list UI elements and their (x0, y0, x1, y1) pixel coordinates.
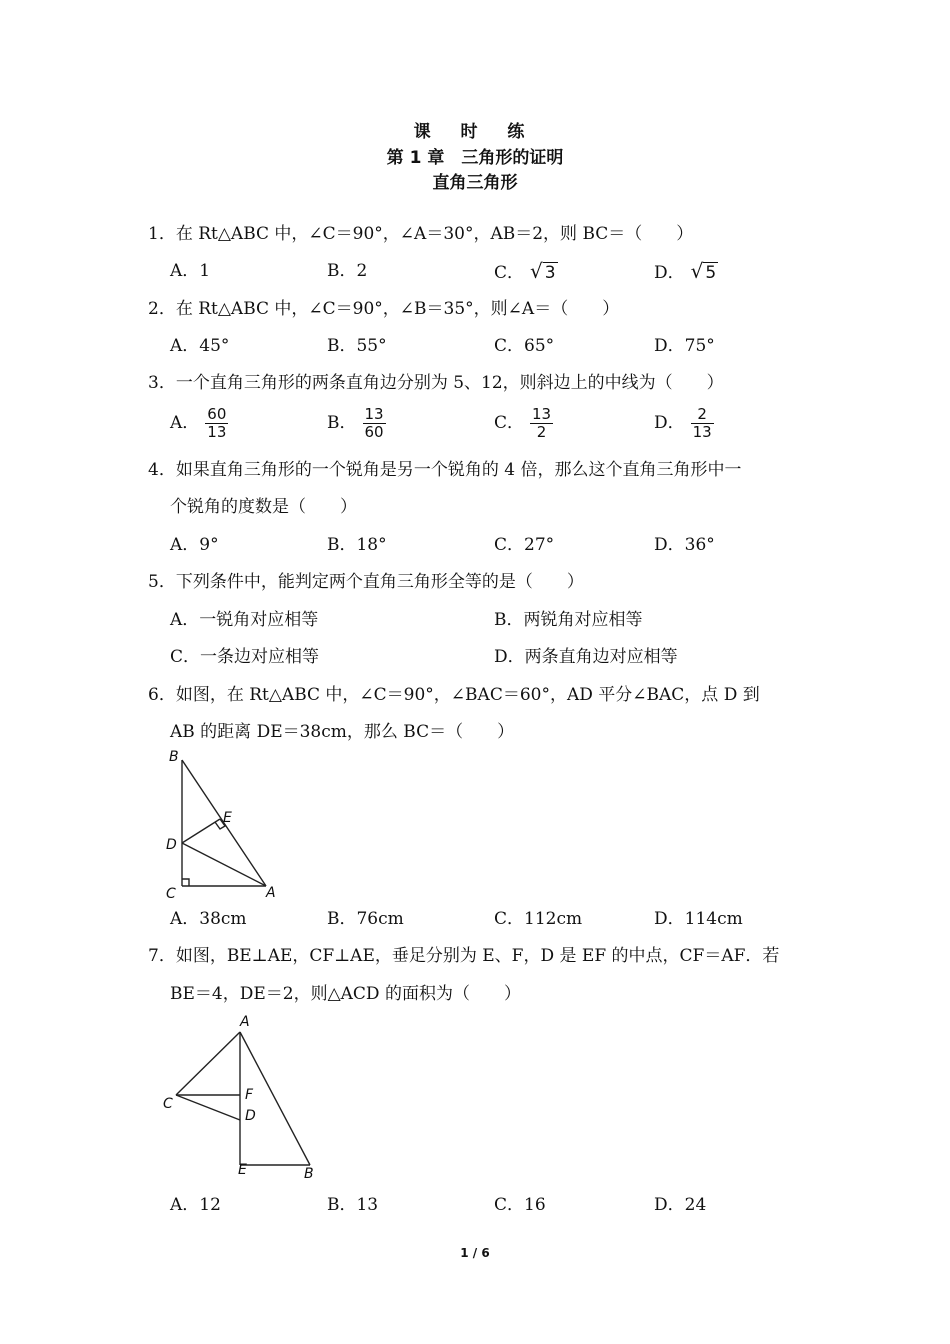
numerator: 13 (364, 405, 384, 423)
q4-option-d: D．36° (654, 535, 715, 555)
sqrt-5-value: 5 (705, 263, 717, 283)
question-3-stem: 3．一个直角三角形的两条直角边分别为 5、12，则斜边上的中线为（ ） (148, 373, 724, 393)
sqrt-5: √ 5 (690, 259, 717, 283)
q5-option-d: D．两条直角边对应相等 (494, 647, 678, 667)
label-d: D (245, 1108, 256, 1124)
label-c: C (166, 886, 176, 900)
denominator: 13 (692, 423, 712, 441)
q3-option-c (494, 406, 553, 441)
q7-option-a: A．12 (170, 1195, 221, 1215)
label-e: E (223, 810, 232, 826)
question-6-stem-cont: AB 的距离 DE＝38cm，那么 BC＝（ ） (170, 722, 515, 742)
q4-option-a: A．9° (170, 535, 219, 555)
q5-option-a: A．一锐角对应相等 (170, 610, 319, 630)
fraction (530, 406, 553, 441)
fraction (205, 406, 228, 441)
q2-option-a: A．45° (170, 336, 230, 356)
question-1-stem: 1．在 Rt△ABC 中，∠C＝90°，∠A＝30°，AB＝2，则 BC＝（ ） (148, 224, 694, 244)
q6-option-d: D．114cm (654, 909, 743, 929)
q7-option-b: B．13 (327, 1195, 379, 1215)
label-a: A (266, 885, 276, 900)
q1-option-d (654, 259, 718, 285)
sqrt-3: √ 3 (530, 259, 556, 283)
q5-option-b: B．两锐角对应相等 (494, 610, 643, 630)
denominator: 13 (207, 423, 227, 441)
q1-option-b: B．2 (327, 261, 368, 281)
q2-option-d: D．75° (654, 336, 715, 356)
q6-figure (160, 745, 290, 900)
segment-da (182, 843, 266, 886)
q6-option-c: C．112cm (494, 909, 583, 929)
label-f: F (245, 1087, 254, 1103)
label-b: B (169, 749, 179, 765)
chapter-title: 第 1 章 三角形的证明 (386, 148, 564, 168)
label-a: A (240, 1014, 250, 1030)
label-d: D (166, 837, 177, 853)
q3-option-d (654, 406, 714, 441)
q2-option-c: C．65° (494, 336, 555, 356)
q7-figure (160, 1010, 325, 1182)
question-2-stem: 2．在 Rt△ABC 中，∠C＝90°，∠B＝35°，则∠A＝（ ） (148, 299, 620, 319)
q3-option-b-label: B． (327, 413, 357, 433)
numerator: 60 (207, 405, 227, 423)
sqrt-3-value: 3 (544, 263, 556, 283)
q1-option-c-label: C． (494, 263, 525, 283)
question-7-stem-cont: BE＝4，DE＝2，则△ACD 的面积为（ ） (170, 984, 521, 1004)
q3-option-c-label: C． (494, 413, 525, 433)
denominator: 60 (364, 423, 384, 441)
question-7-stem: 7．如图，BE⊥AE，CF⊥AE，垂足分别为 E、F，D 是 EF 的中点，CF＝AF．若 (148, 946, 780, 966)
q3-option-a-label: A． (170, 413, 200, 433)
q3-option-b (327, 406, 386, 441)
fraction (363, 406, 386, 441)
segment-cd (176, 1095, 240, 1120)
q4-option-c: C．27° (494, 535, 555, 555)
q3-option-a (170, 406, 228, 441)
question-6-stem: 6．如图，在 Rt△ABC 中，∠C＝90°，∠BAC＝60°，AD 平分∠BAC，点 D 到 (148, 685, 760, 705)
numerator: 2 (691, 406, 714, 424)
label-c: C (163, 1096, 173, 1112)
question-4-stem-cont: 个锐角的度数是（ ） (170, 497, 357, 517)
segment-ac (176, 1032, 240, 1095)
q4-option-b: B．18° (327, 535, 387, 555)
numerator: 13 (532, 405, 552, 423)
question-5-stem: 5．下列条件中，能判定两个直角三角形全等的是（ ） (148, 572, 584, 592)
q5-option-c: C．一条边对应相等 (170, 647, 320, 667)
q1-option-d-label: D． (654, 263, 685, 283)
q3-option-d-label: D． (654, 413, 685, 433)
q1-option-a: A．1 (170, 261, 211, 281)
denominator: 2 (536, 423, 547, 441)
q7-option-d: D．24 (654, 1195, 707, 1215)
doc-title: 课 时 练 (413, 122, 537, 142)
fraction (691, 406, 714, 441)
label-e: E (238, 1162, 247, 1178)
q6-option-a: A．38cm (170, 909, 247, 929)
right-angle-mark-c (182, 879, 189, 886)
question-4-stem: 4．如果直角三角形的一个锐角是另一个锐角的 4 倍，那么这个直角三角形中一 (148, 460, 742, 480)
segment-de (182, 819, 220, 843)
q1-option-c (494, 259, 558, 285)
page-number: 1 / 6 (460, 1246, 490, 1260)
q2-option-b: B．55° (327, 336, 387, 356)
q6-option-b: B．76cm (327, 909, 404, 929)
section-title: 直角三角形 (432, 173, 518, 193)
label-b: B (304, 1166, 314, 1182)
q7-option-c: C．16 (494, 1195, 546, 1215)
